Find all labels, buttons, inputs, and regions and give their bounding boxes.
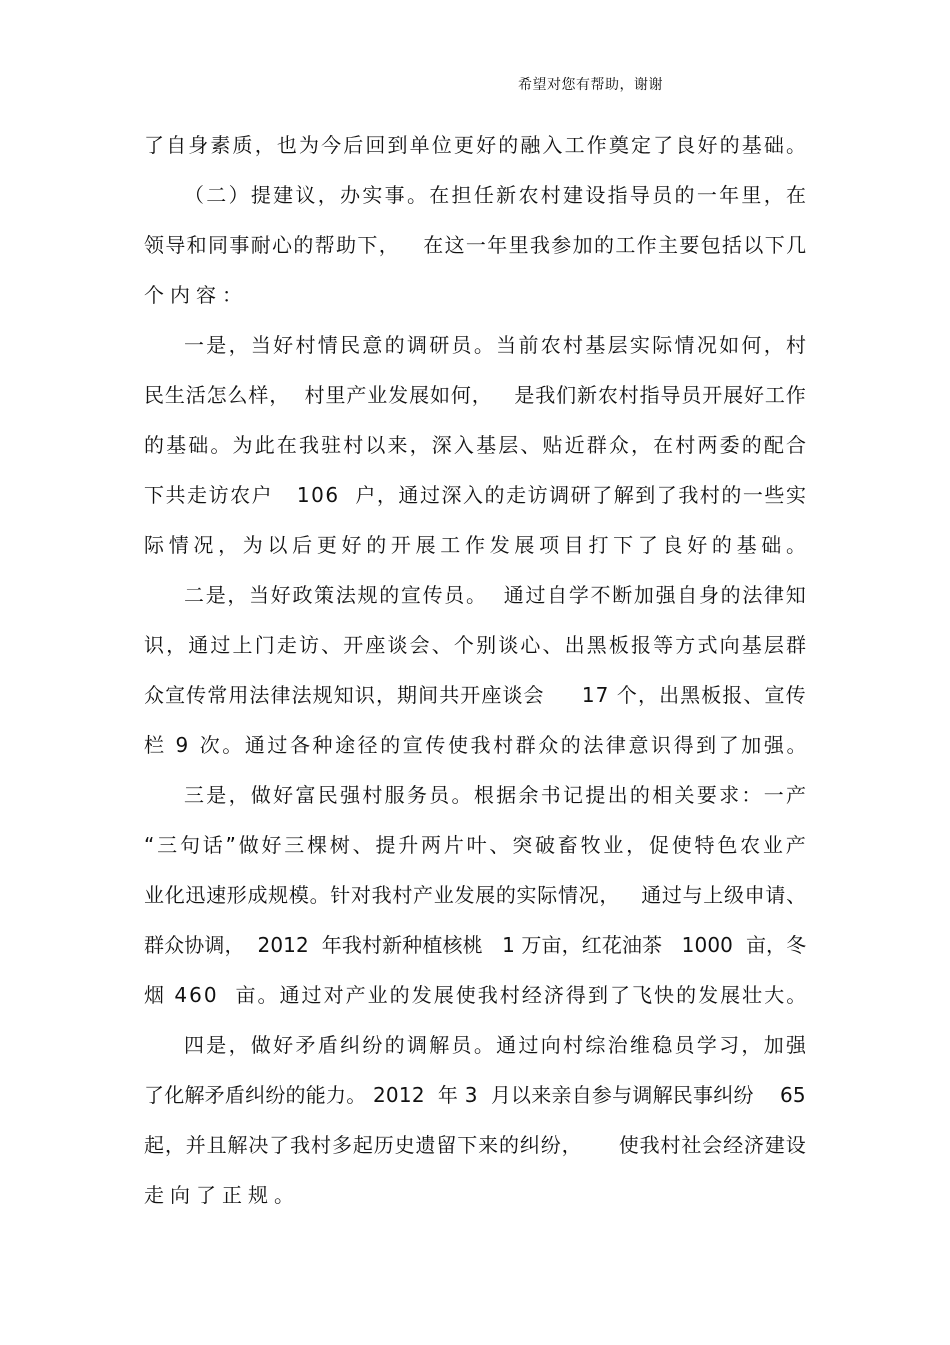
paragraph-line: 际情况，为以后更好的开展工作发展项目打下了良好的基础。: [144, 533, 811, 557]
paragraph-line: 个内容：: [144, 283, 248, 307]
paragraph-line: 下共走访农户 106 户，通过深入的走访调研了解到了我村的一些实: [144, 483, 808, 507]
paragraph-line: 起，并且解决了我村多起历史遗留下来的纠纷， 使我村社会经济建设: [144, 1133, 807, 1157]
paragraph-line: 识，通过上门走访、开座谈会、个别谈心、出黑板报等方式向基层群: [144, 633, 809, 657]
paragraph-line: “三句话”做好三棵树、提升两片叶、突破畜牧业，促使特色农业产: [144, 833, 809, 857]
paragraph-line: 领导和同事耐心的帮助下， 在这一年里我参加的工作主要包括以下几: [144, 233, 808, 257]
paragraph-line: 二是，当好政策法规的宣传员。 通过自学不断加强自身的法律知: [184, 583, 808, 607]
paragraph-line: 众宣传常用法律法规知识，期间共开座谈会 17 个，出黑板报、宣传: [144, 683, 807, 707]
paragraph-line: 业化迅速形成规模。针对我村产业发展的实际情况， 通过与上级申请、: [144, 883, 807, 907]
page-header-note: 希望对您有帮助，谢谢: [518, 77, 663, 93]
paragraph-line: 了自身素质，也为今后回到单位更好的融入工作奠定了良好的基础。: [144, 133, 809, 157]
paragraph-line: 烟 460 亩。通过对产业的发展使我村经济得到了飞快的发展壮大。: [144, 983, 809, 1007]
paragraph-line: 群众协调， 2012 年我村新种植核桃 1 万亩，红花油茶 1000 亩，冬: [144, 933, 807, 957]
paragraph-line: （二）提建议，办实事。在担任新农村建设指导员的一年里，在: [184, 183, 809, 207]
paragraph-line: 四是，做好矛盾纠纷的调解员。通过向村综治维稳员学习，加强: [184, 1033, 809, 1057]
paragraph-line: 了化解矛盾纠纷的能力。 2012 年 3 月以来亲自参与调解民事纠纷 65: [144, 1083, 806, 1107]
paragraph-line: 三是，做好富民强村服务员。根据余书记提出的相关要求：一产: [184, 783, 809, 807]
paragraph-line: 的基础。为此在我驻村以来，深入基层、贴近群众，在村两委的配合: [144, 433, 809, 457]
paragraph-line: 栏 9 次。通过各种途径的宣传使我村群众的法律意识得到了加强。: [144, 733, 810, 757]
paragraph-line: 一是，当好村情民意的调研员。当前农村基层实际情况如何，村: [184, 333, 809, 357]
paragraph-line: 走向了正规。: [144, 1183, 300, 1207]
paragraph-line: 民生活怎么样， 村里产业发展如何， 是我们新农村指导员开展好工作: [144, 383, 807, 407]
